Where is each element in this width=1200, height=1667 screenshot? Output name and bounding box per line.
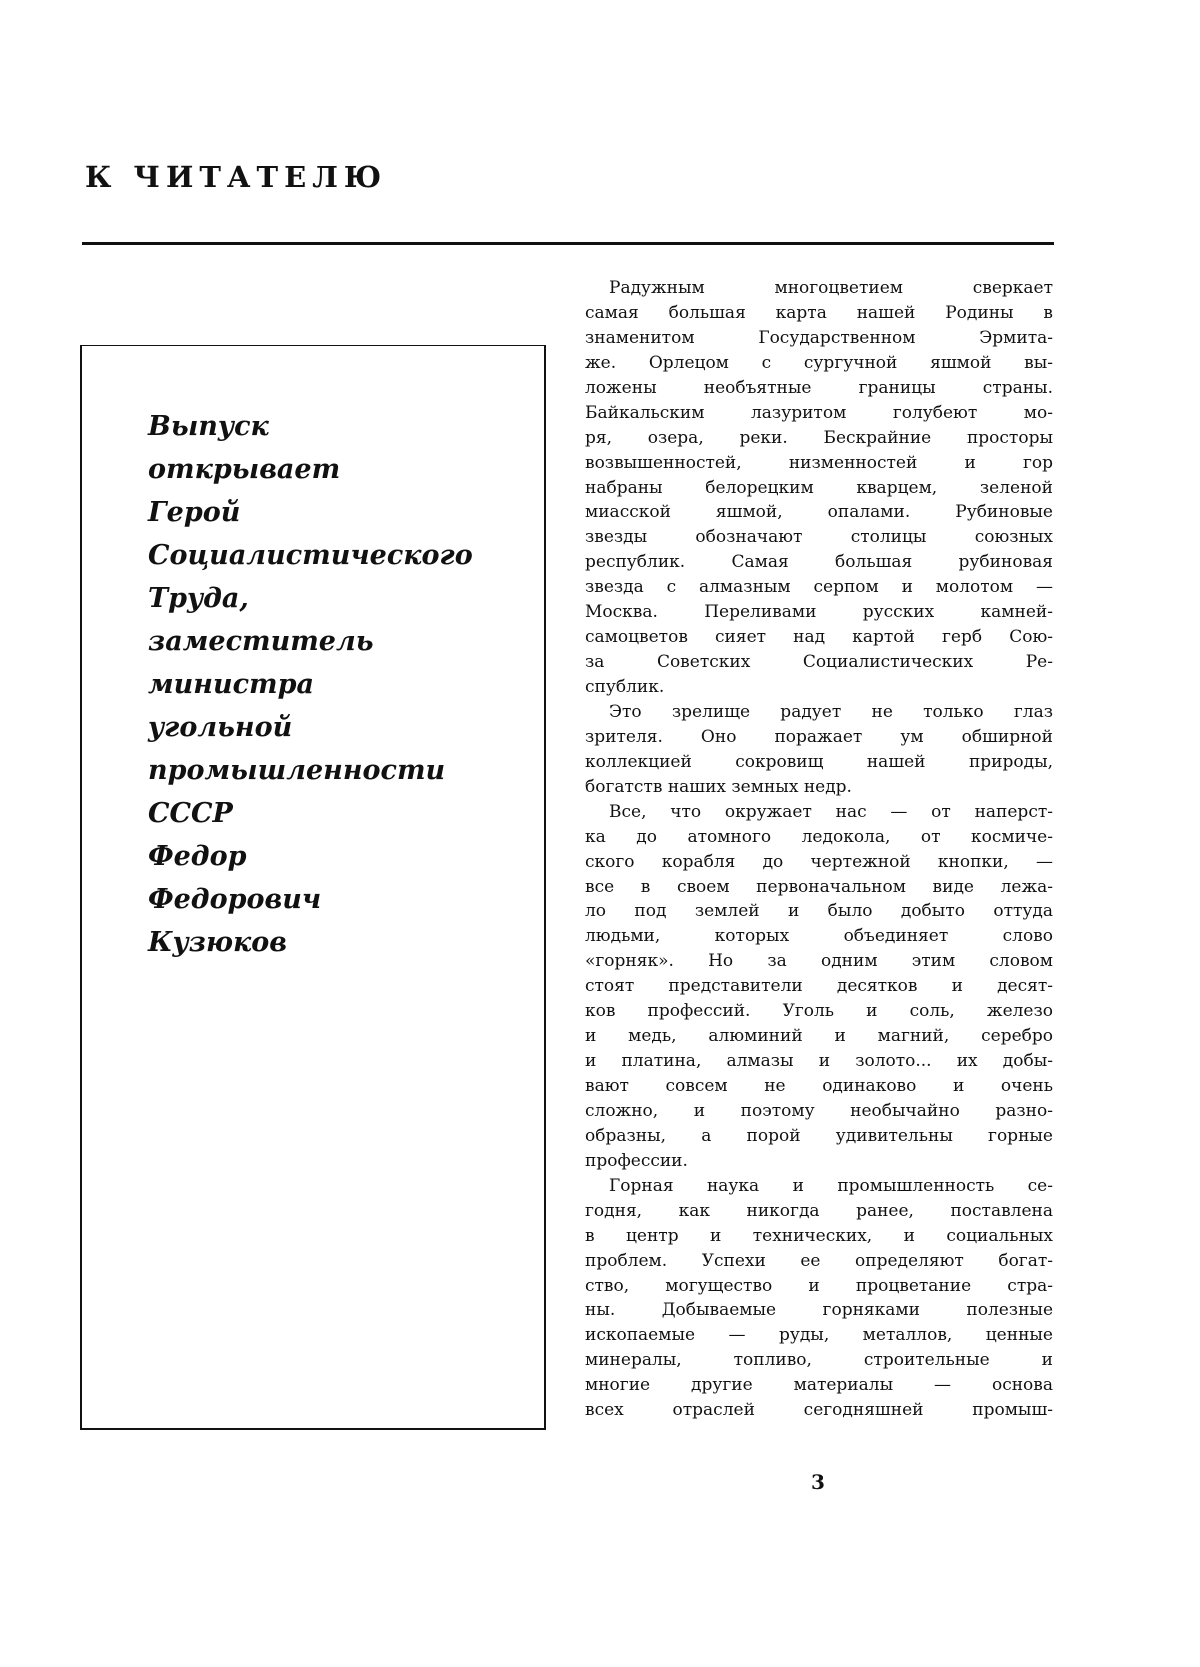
dedication-line: заместитель bbox=[148, 620, 473, 663]
body-line: годня, как никогда ранее, поставлена bbox=[585, 1199, 1053, 1224]
body-line: ло под землей и было добыто оттуда bbox=[585, 899, 1053, 924]
body-line: звезды обозначают столицы союзных bbox=[585, 525, 1053, 550]
body-line: миасской яшмой, опалами. Рубиновые bbox=[585, 500, 1053, 525]
body-line: всех отраслей сегодняшней промыш- bbox=[585, 1398, 1053, 1423]
body-line: и платина, алмазы и золото... их добы- bbox=[585, 1049, 1053, 1074]
dedication-line: министра bbox=[148, 663, 473, 706]
body-line: проблем. Успехи ее определяют богат- bbox=[585, 1249, 1053, 1274]
dedication-line: Выпуск bbox=[148, 405, 473, 448]
body-line: ство, могущество и процветание стра- bbox=[585, 1274, 1053, 1299]
dedication-line: Социалистического bbox=[148, 534, 473, 577]
dedication-line: СССР bbox=[148, 792, 473, 835]
body-line: набраны белорецким кварцем, зеленой bbox=[585, 476, 1053, 501]
page-title: К ЧИТАТЕЛЮ bbox=[85, 160, 387, 194]
body-text-column bbox=[585, 276, 1053, 1423]
body-line: спублик. bbox=[585, 675, 1053, 700]
body-line: ского корабля до чертежной кнопки, — bbox=[585, 850, 1053, 875]
body-line: возвышенностей, низменностей и гор bbox=[585, 451, 1053, 476]
body-line: знаменитом Государственном Эрмита- bbox=[585, 326, 1053, 351]
body-line: коллекцией сокровищ нашей природы, bbox=[585, 750, 1053, 775]
dedication-line: Кузюков bbox=[148, 921, 473, 964]
body-line: профессии. bbox=[585, 1149, 1053, 1174]
body-line: республик. Самая большая рубиновая bbox=[585, 550, 1053, 575]
body-line: сложно, и поэтому необычайно разно- bbox=[585, 1099, 1053, 1124]
body-line: минералы, топливо, строительные и bbox=[585, 1348, 1053, 1373]
body-line: многие другие материалы — основа bbox=[585, 1373, 1053, 1398]
body-line: стоят представители десятков и десят- bbox=[585, 974, 1053, 999]
body-line: «горняк». Но за одним этим словом bbox=[585, 949, 1053, 974]
body-line: самая большая карта нашей Родины в bbox=[585, 301, 1053, 326]
body-line: образны, а порой удивительны горные bbox=[585, 1124, 1053, 1149]
body-line: ископаемые — руды, металлов, ценные bbox=[585, 1323, 1053, 1348]
body-line: за Советских Социалистических Ре- bbox=[585, 650, 1053, 675]
body-line: Радужным многоцветием сверкает bbox=[585, 276, 1053, 301]
body-line: самоцветов сияет над картой герб Сою- bbox=[585, 625, 1053, 650]
page-number: 3 bbox=[811, 1470, 825, 1494]
body-line: богатств наших земных недр. bbox=[585, 775, 1053, 800]
dedication-line: Федор bbox=[148, 835, 473, 878]
dedication-line: промышленности bbox=[148, 749, 473, 792]
body-line: в центр и технических, и социальных bbox=[585, 1224, 1053, 1249]
body-line: ложены необъятные границы страны. bbox=[585, 376, 1053, 401]
dedication-line: угольной bbox=[148, 706, 473, 749]
body-line: все в своем первоначальном виде лежа- bbox=[585, 875, 1053, 900]
body-line: ря, озера, реки. Бескрайние просторы bbox=[585, 426, 1053, 451]
body-line: ны. Добываемые горняками полезные bbox=[585, 1298, 1053, 1323]
dedication-line: Труда, bbox=[148, 577, 473, 620]
body-line: Москва. Переливами русских камней- bbox=[585, 600, 1053, 625]
body-line: и медь, алюминий и магний, серебро bbox=[585, 1024, 1053, 1049]
dedication-line: Федорович bbox=[148, 878, 473, 921]
body-line: Все, что окружает нас — от наперст- bbox=[585, 800, 1053, 825]
body-line: звезда с алмазным серпом и молотом — bbox=[585, 575, 1053, 600]
body-line: ков профессий. Уголь и соль, железо bbox=[585, 999, 1053, 1024]
body-line: ка до атомного ледокола, от космиче- bbox=[585, 825, 1053, 850]
body-line: людьми, которых объединяет слово bbox=[585, 924, 1053, 949]
body-line: же. Орлецом с сургучной яшмой вы- bbox=[585, 351, 1053, 376]
body-line: Горная наука и промышленность се- bbox=[585, 1174, 1053, 1199]
dedication-text bbox=[148, 405, 473, 964]
title-divider bbox=[82, 242, 1054, 245]
body-line: Это зрелище радует не только глаз bbox=[585, 700, 1053, 725]
dedication-line: Герой bbox=[148, 491, 473, 534]
body-line: Байкальским лазуритом голубеют мо- bbox=[585, 401, 1053, 426]
dedication-line: открывает bbox=[148, 448, 473, 491]
body-line: вают совсем не одинаково и очень bbox=[585, 1074, 1053, 1099]
body-line: зрителя. Оно поражает ум обширной bbox=[585, 725, 1053, 750]
